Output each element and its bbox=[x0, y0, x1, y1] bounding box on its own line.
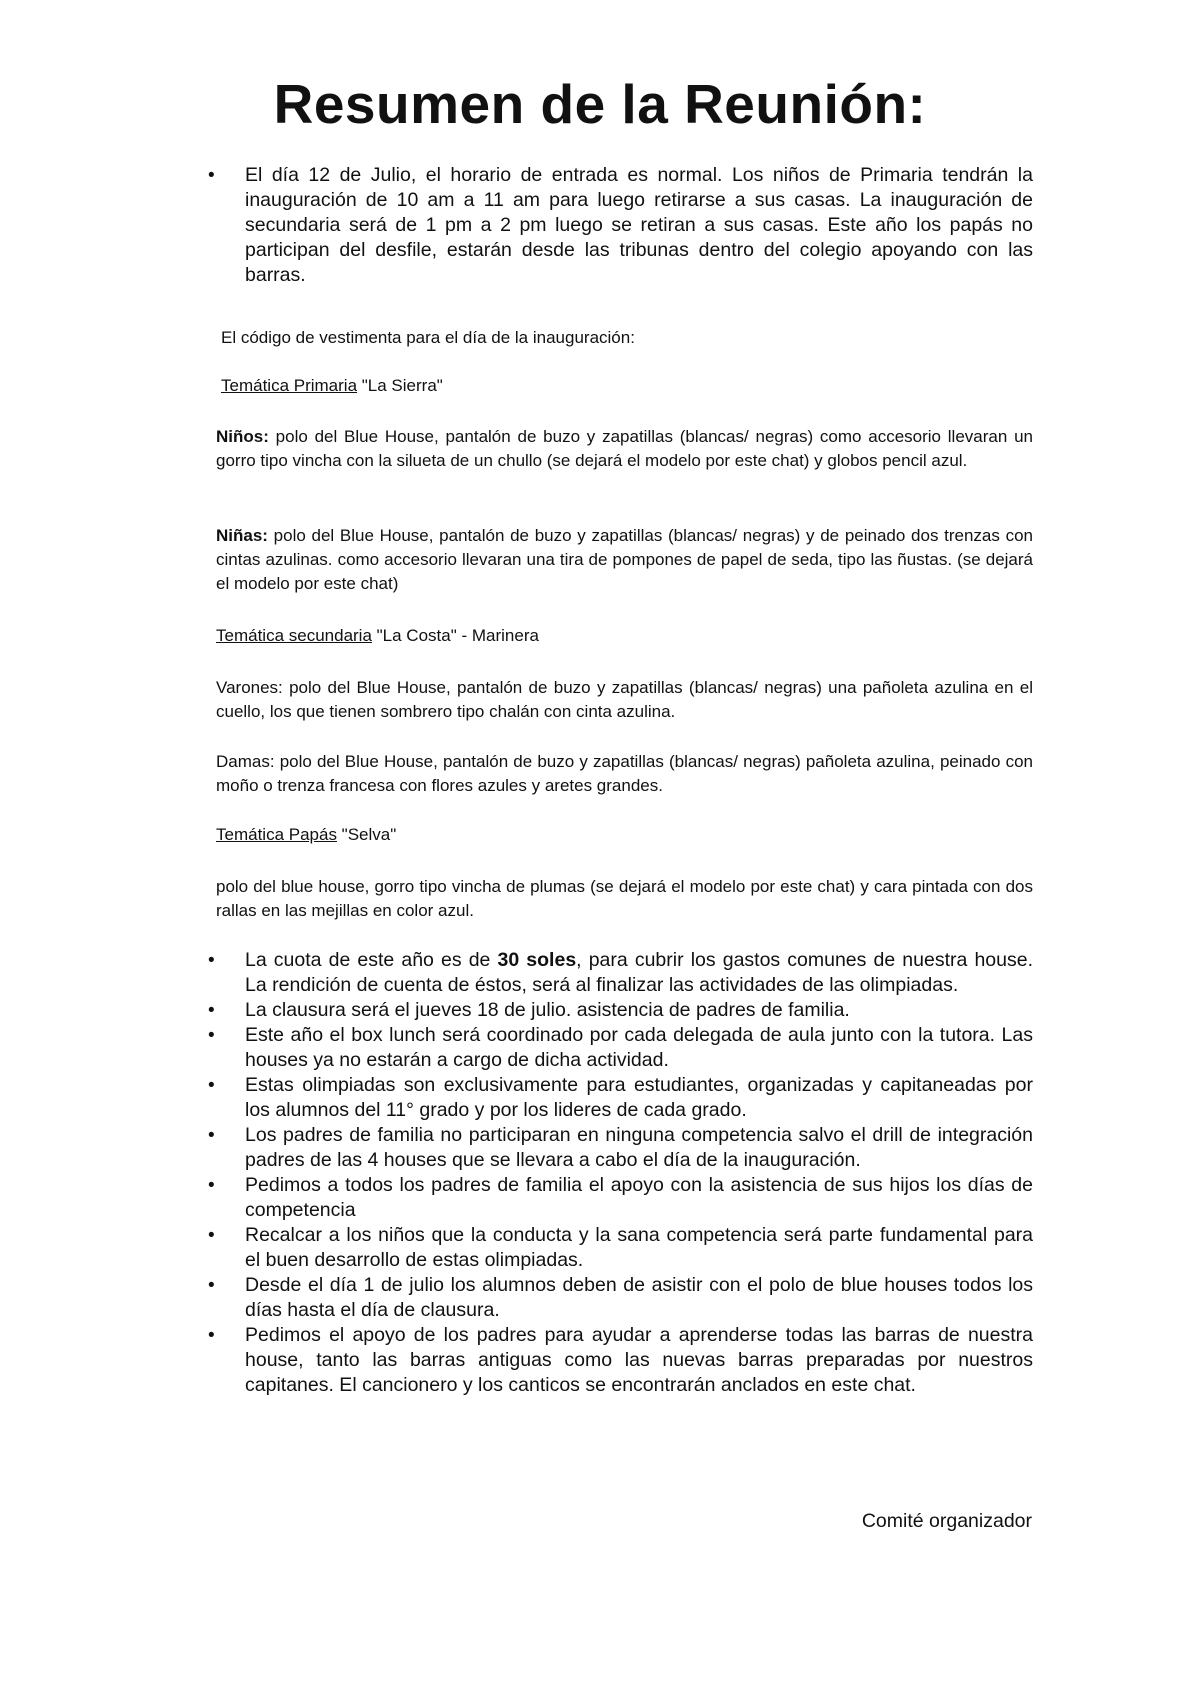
papas-heading bbox=[216, 823, 1033, 847]
bullet-item: • La clausura será el jueves 18 de julio. asistencia de padres de familia. bbox=[208, 998, 1033, 1023]
secundaria-heading-name: "La Costa" - Marinera bbox=[371, 626, 539, 645]
signature: Comité organizador bbox=[861, 1510, 1032, 1532]
damas-paragraph: Damas: polo del Blue House, pantalón de buzo y zapatillas (blancas/ negras) pañoleta azulina, peinado con moño o trenza francesa con flores azules y aretes grandes. bbox=[216, 752, 1033, 795]
bullet-item: • Pedimos a todos los padres de familia el apoyo con la asistencia de sus hijos los días de competencia bbox=[208, 1173, 1033, 1223]
papas-heading-label: Temática Papás bbox=[216, 825, 337, 844]
cuota-amount: 30 soles bbox=[497, 949, 577, 971]
primaria-heading bbox=[221, 374, 1038, 398]
bullet-item: • Recalcar a los niños que la conducta y la sana competencia será parte fundamental para el buen desarrollo de estas olimpiadas. bbox=[208, 1223, 1033, 1273]
intro-bullet-list bbox=[208, 163, 1033, 288]
bullet-item-cuota bbox=[208, 948, 1033, 998]
bullet-item: • Este año el box lunch será coordinado por cada delegada de aula junto con la tutora. Las houses ya no estarán a cargo de dicha actividad. bbox=[208, 1023, 1033, 1073]
varones-paragraph: Varones: polo del Blue House, pantalón de buzo y zapatillas (blancas/ negras) una pañoleta azulina en el cuello, los que tienen sombrero tipo chalán con cinta azulina. bbox=[216, 678, 1033, 721]
bullet-item: • El día 12 de Julio, el horario de entrada es normal. Los niños de Primaria tendrán la inauguración de 10 am a 11 am para luego retirarse a sus casas. La inauguración de secundaria será de 1 pm a 2 pm luego se retiran a sus casas. Este año los papás no participan del desfile, estarán desde las tribunas dentro del colegio apoyando con las barras. bbox=[208, 163, 1033, 288]
dress-code-intro: El código de vestimenta para el día de la inauguración: bbox=[221, 328, 635, 347]
bullet-item: • Pedimos el apoyo de los padres para ayudar a aprenderse todas las barras de nuestra house, tanto las barras antiguas como las nuevas barras preparadas por nuestros capitanes. El cancionero y los canticos se encontrarán anclados en este chat. bbox=[208, 1323, 1033, 1398]
papas-paragraph: polo del blue house, gorro tipo vincha de plumas (se dejará el modelo por este chat) y cara pintada con dos rallas en las mejillas en color azul. bbox=[216, 877, 1033, 920]
bullet-item: • Desde el día 1 de julio los alumnos deben de asistir con el polo de blue houses todos los días hasta el día de clausura. bbox=[208, 1273, 1033, 1323]
ninas-paragraph bbox=[216, 524, 1033, 596]
ninos-text: polo del Blue House, pantalón de buzo y zapatillas (blancas/ negras) como accesorio llevaran un gorro tipo vincha con la silueta de un chullo (se dejará el modelo por este chat) y globos pencil azul. bbox=[216, 427, 1033, 470]
ninas-label: Niñas: bbox=[216, 526, 268, 545]
cuota-before: La cuota de este año es de bbox=[245, 949, 498, 971]
primaria-heading-name: "La Sierra" bbox=[357, 376, 443, 395]
cuota-after: , para cubrir los gastos comunes de nuestra house. La rendición de cuenta de éstos, será al finalizar las actividades de las olimpiadas. bbox=[245, 949, 1033, 996]
ninas-text: polo del Blue House, pantalón de buzo y zapatillas (blancas/ negras) y de peinado dos trenzas con cintas azulinas. como accesorio llevaran una tira de pompones de papel de seda, tipo las ñustas. (se dejará el modelo por este chat) bbox=[216, 526, 1033, 593]
details-bullet-list bbox=[208, 948, 1033, 1398]
page-title: Resumen de la Reunión: bbox=[273, 73, 927, 135]
secundaria-heading bbox=[216, 624, 1033, 648]
secundaria-heading-label: Temática secundaria bbox=[216, 626, 372, 645]
papas-heading-name: "Selva" bbox=[336, 825, 397, 844]
primaria-heading-label: Temática Primaria bbox=[221, 376, 358, 395]
bullet-item: • Los padres de familia no participaran en ninguna competencia salvo el drill de integración padres de las 4 houses que se llevara a cabo el día de la inauguración. bbox=[208, 1123, 1033, 1173]
ninos-label: Niños: bbox=[216, 427, 269, 446]
bullet-item: • Estas olimpiadas son exclusivamente para estudiantes, organizadas y capitaneadas por los alumnos del 11° grado y por los lideres de cada grado. bbox=[208, 1073, 1033, 1123]
ninos-paragraph bbox=[216, 425, 1033, 473]
